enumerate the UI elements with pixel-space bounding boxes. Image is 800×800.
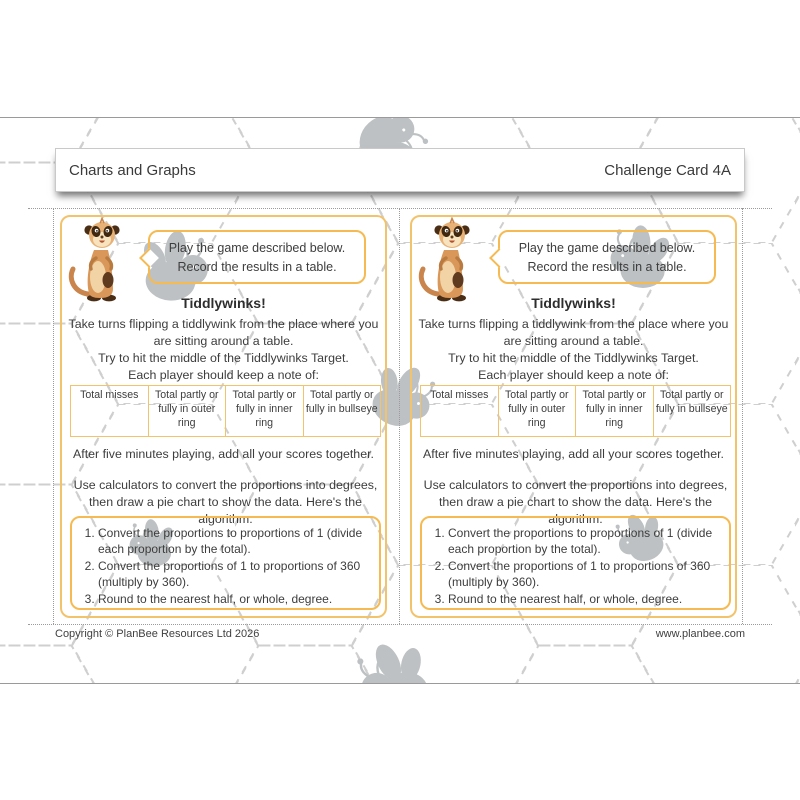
speech-bubble xyxy=(498,230,716,284)
meerkat-mascot-illustration xyxy=(416,217,488,303)
after-playing-text: After five minutes playing, add all your scores together. xyxy=(423,447,724,461)
instruction-line: Try to hit the middle of the Tiddlywinks Target. xyxy=(448,351,699,365)
instruction-line: Each player should keep a note of: xyxy=(128,368,319,382)
header-bar xyxy=(55,148,745,192)
algorithm-step: 3. Round to the nearest half, or whole, degree. xyxy=(98,592,369,608)
game-title: Tiddlywinks! xyxy=(181,295,266,311)
instruction-line: Take turns flipping a tiddlywink from the place where you are sitting around a table. xyxy=(418,317,729,348)
instruction-line: Take turns flipping a tiddlywink from the place where you are sitting around a table. xyxy=(68,317,379,348)
score-table-header-cell: Total partly or fully in bullseye xyxy=(653,386,731,437)
convert-instructions-text: Use calculators to convert the proportions into degrees, then draw a pie chart to show the data. Here's the algorithm: xyxy=(423,478,728,526)
game-title: Tiddlywinks! xyxy=(531,295,616,311)
score-table-header-cell: Total partly or fully in outer ring xyxy=(148,386,226,437)
convert-instructions-text: Use calculators to convert the proportions into degrees, then draw a pie chart to show the data. Here's the algorithm: xyxy=(73,478,378,526)
score-table-header-cell: Total partly or fully in inner ring xyxy=(226,386,304,437)
cut-line-horizontal-top xyxy=(28,208,772,209)
website-text: www.planbee.com xyxy=(655,628,745,640)
game-instructions xyxy=(412,316,735,384)
worksheet-page xyxy=(0,117,800,684)
algorithm-box xyxy=(70,516,381,610)
score-table-header-cell: Total misses xyxy=(421,386,499,437)
cut-line-vertical-left xyxy=(53,208,54,624)
algorithm-box xyxy=(420,516,731,610)
algorithm-step: 2. Convert the proportions of 1 to proportions of 360 (multiply by 360). xyxy=(448,559,719,590)
instruction-line: Each player should keep a note of: xyxy=(478,368,669,382)
algorithm-list xyxy=(72,526,379,608)
score-table-header-cell: Total partly or fully in inner ring xyxy=(576,386,654,437)
score-table-header-cell: Total misses xyxy=(71,386,149,437)
table-row xyxy=(421,386,731,437)
speech-bubble-line1: Play the game described below. xyxy=(518,241,696,255)
algorithm-list xyxy=(422,526,729,608)
meerkat-mascot-illustration xyxy=(66,217,138,303)
score-table-header-cell: Total partly or fully in bullseye xyxy=(303,386,381,437)
algorithm-step: 1. Convert the proportions to proportions of 1 (divide each proportion by the total). xyxy=(98,526,369,557)
cut-line-vertical-right xyxy=(742,208,743,624)
speech-bubble-line2: Record the results in a table. xyxy=(527,260,687,275)
speech-bubble xyxy=(148,230,366,284)
copyright-text: Copyright © PlanBee Resources Ltd 2026 xyxy=(55,628,260,640)
footer xyxy=(0,628,800,640)
game-instructions xyxy=(62,316,385,384)
challenge-card-label: Challenge Card 4A xyxy=(604,161,731,179)
challenge-card-right xyxy=(410,215,737,618)
algorithm-step: 3. Round to the nearest half, or whole, degree. xyxy=(448,592,719,608)
challenge-card-left xyxy=(60,215,387,618)
cut-line-horizontal-bottom xyxy=(28,624,772,625)
cut-line-vertical-middle xyxy=(399,208,400,624)
score-table xyxy=(70,385,381,437)
table-row xyxy=(71,386,381,437)
instruction-line: Try to hit the middle of the Tiddlywinks Target. xyxy=(98,351,349,365)
algorithm-step: 1. Convert the proportions to proportions of 1 (divide each proportion by the total). xyxy=(448,526,719,557)
score-table xyxy=(420,385,731,437)
speech-bubble-line2: Record the results in a table. xyxy=(177,260,337,275)
algorithm-step: 2. Convert the proportions of 1 to proportions of 360 (multiply by 360). xyxy=(98,559,369,590)
after-playing-text: After five minutes playing, add all your scores together. xyxy=(73,447,374,461)
speech-bubble-line1: Play the game described below. xyxy=(168,241,346,255)
score-table-header-cell: Total partly or fully in outer ring xyxy=(498,386,576,437)
page-title: Charts and Graphs xyxy=(69,161,196,179)
